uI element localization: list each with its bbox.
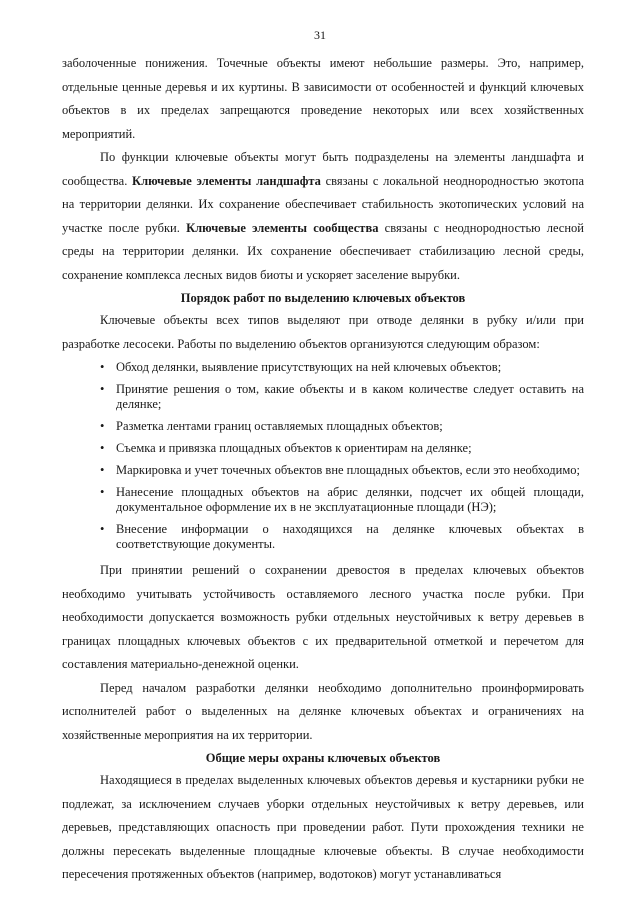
bullet-icon: • [100,441,105,455]
section-heading: Общие меры охраны ключевых объектов [205,751,441,765]
text-run: связаны с неоднородностью лесной среды на территории делянки. Их сохранение обеспечивает стабилизацию лесной среды, сохранение комплекса лесных видов биоты и ускоряет заселение вырубки. [62,220,584,282]
paragraph: При принятии решений о сохранении древостоя в пределах ключевых объектов необходимо учитывать устойчивость оставляемого лесного участка после рубки. При необходимости допускается возможность рубки отдельных неустойчивых к ветру деревьев в границах площадных ключевых объектов с их предварительной отметкой и перечетом для составления материально-денежной оценки. [62,563,584,671]
bullet-icon: • [100,463,105,477]
paragraph-key-objects-function [62,146,584,287]
list-item: • Обход делянки, выявление присутствующих на ней ключевых объектов; [100,360,502,374]
bullet-icon: • [100,522,105,536]
bullet-icon: • [100,382,105,396]
paragraph: Ключевые объекты всех типов выделяют при отводе делянки в рубку и/или при разработке лесосеки. Работы по выделению объектов организуются следующим образом: [62,313,584,351]
bold-term: Ключевые элементы ландшафта [132,173,321,188]
section-heading: Порядок работ по выделению ключевых объектов [180,291,466,305]
bullet-icon: • [100,360,105,374]
text-run: связаны с локальной неоднородностью экотопа на территории делянки. Их сохранение обеспечивает стабильность экотопических условий на участке после рубки. [62,173,584,235]
list-item: • Маркировка и учет точечных объектов вне площадных объектов, если это необходимо; [100,463,580,477]
bullet-icon: • [100,485,105,499]
list-item: • Съемка и привязка площадных объектов к ориентирам на делянке; [100,441,472,455]
list-item: • Разметка лентами границ оставляемых площадных объектов; [100,419,443,433]
list-item: • Нанесение площадных объектов на абрис делянки, подсчет их общей площади, документальное оформление их в не эксплуатационные площади (НЭ); [100,485,584,514]
page-number: 31 [314,28,326,42]
list-item: • Внесение информации о находящихся на делянке ключевых объектах в соответствующие документы. [100,522,584,551]
paragraph: Перед началом разработки делянки необходимо дополнительно проинформировать исполнителей работ о выделенных на делянке ключевых объектах и ограничениях на хозяйственные мероприятия на их территории. [62,680,584,742]
page-content [62,52,584,887]
list-item: • Принятие решения о том, какие объекты и в каком количестве следует оставить на делянке; [100,382,584,411]
text-run: По функции ключевые объекты могут быть подразделены на элементы ландшафта и сообщества. [62,150,584,188]
bullet-icon: • [100,419,105,433]
paragraph: Находящиеся в пределах выделенных ключевых объектов деревья и кустарники рубки не подлежат, за исключением случаев уборки отдельных неустойчивых к ветру деревьев, или деревьев, представляющих опасность при проведении работ. Пути прохождения техники не должны пересекать выделенные площадные ключевые объекты. В случае необходимости пересечения протяженных объектов (например, водотоков) могут устанавливаться [62,773,584,881]
bold-term: Ключевые элементы сообщества [186,220,379,235]
bullet-list [62,360,584,552]
paragraph: заболоченные понижения. Точечные объекты имеют небольшие размеры. Это, например, отдельные ценные деревья и их куртины. В зависимости от особенностей и функций ключевых объектов в их пределах запрещаются проведение некоторых или всех хозяйственных мероприятий. [62,56,584,141]
